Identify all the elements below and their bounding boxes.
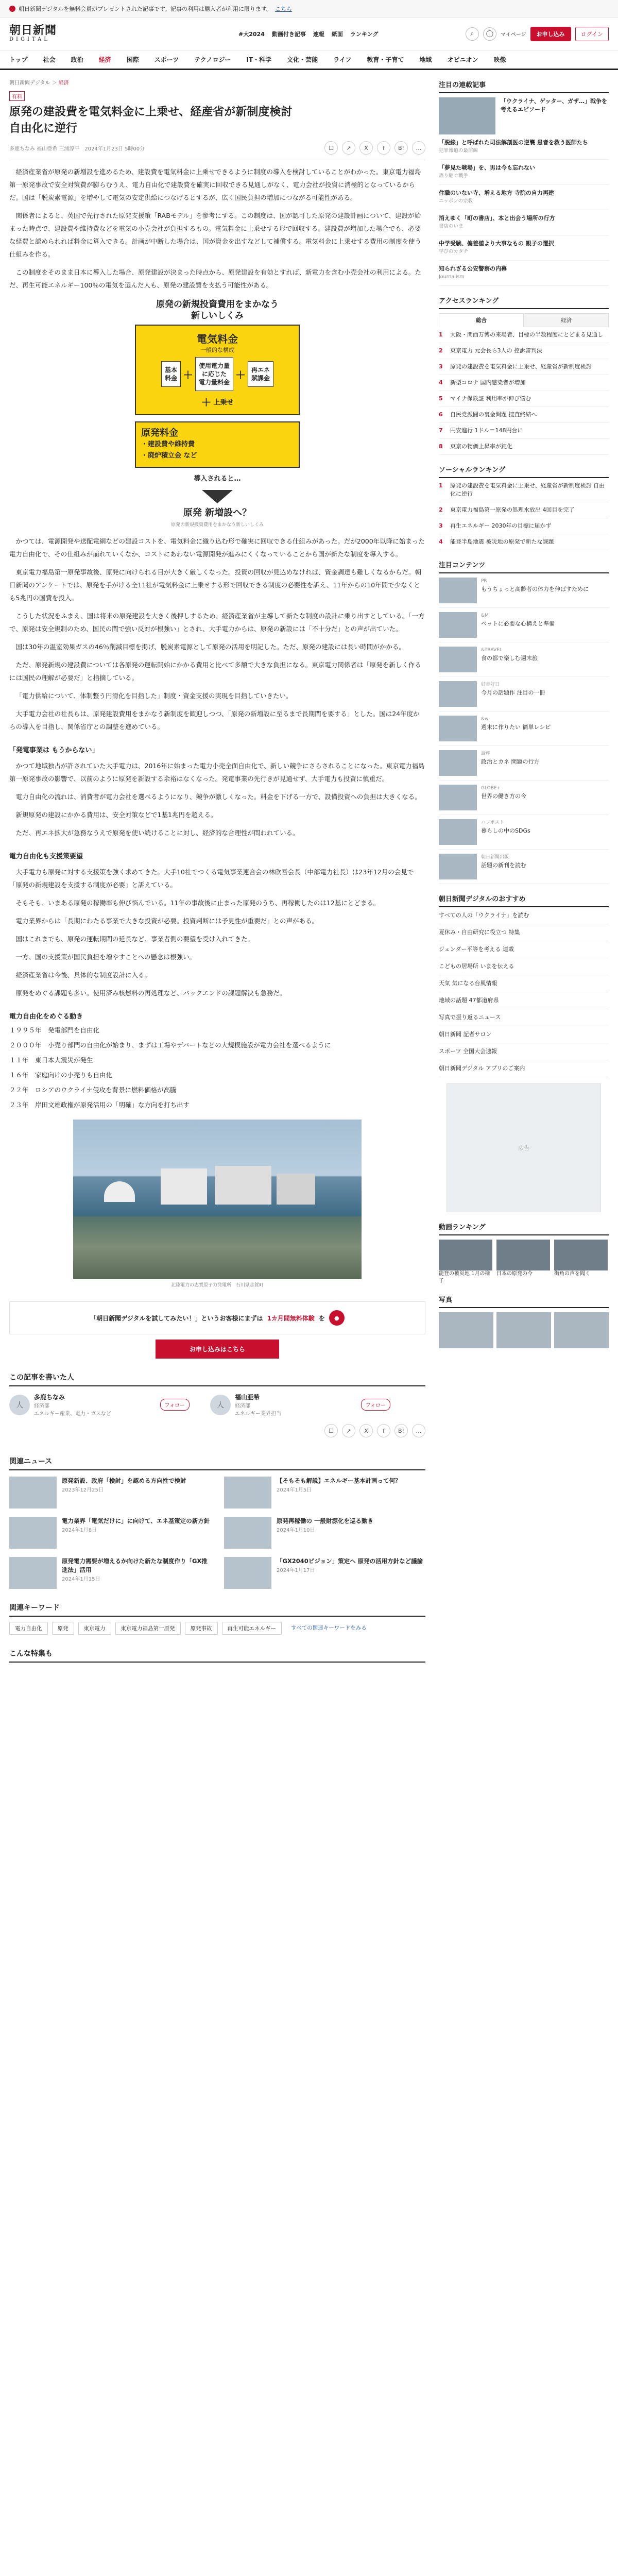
facebook-share-icon[interactable]: f — [377, 1424, 390, 1437]
avatar: 人 — [9, 1395, 30, 1415]
article-meta — [9, 141, 425, 160]
mypage-link[interactable]: マイページ — [500, 32, 526, 38]
rank-title: 大阪・関西万博の来場者、目標の半数程度にとどまる見通し — [450, 331, 603, 338]
rank-number: 8 — [439, 443, 443, 450]
plus-icon: ＋ — [235, 368, 246, 381]
related-thumbnail — [224, 1477, 271, 1509]
content-item[interactable] — [439, 573, 609, 608]
recommend-item[interactable]: 天気 気になる台風情報 — [439, 975, 609, 992]
avatar: 人 — [210, 1395, 231, 1415]
photo-list — [439, 1312, 609, 1348]
login-button[interactable]: ログイン — [575, 27, 609, 41]
related-date: 2024年1月17日 — [277, 1568, 315, 1573]
timeline-item: １１年 東日本大震災が発生 — [9, 1056, 93, 1064]
section-heading: 「発電事業は もうからない」 — [9, 747, 99, 754]
paragraph: こうした状況をふまえ、国は将来の原発建設を大きく後押しするため、経済産業省が主導して新たな制度の設計に乗り出すとしている。「一方で、原発は安全規制のため、国民の間で強い反対が根強い」とされ、大手電力からは、原発の新設には「不十分だ」との声が出ていた。 — [9, 612, 425, 633]
content-item[interactable] — [439, 711, 609, 746]
share-icon[interactable]: ↗ — [342, 141, 355, 155]
related-date: 2024年1月8日 — [62, 1528, 97, 1533]
related-title: 「GX2040ビジョン」策定へ 原発の活用方針など議論 — [277, 1557, 423, 1565]
content-kicker: 論座 — [481, 751, 491, 756]
related-thumbnail — [9, 1517, 57, 1549]
cat-1[interactable]: 社会 — [43, 56, 56, 63]
featured-top-title: 「ウクライナ、ゲッター、ガザ…」戦争を考えるエピソード — [501, 98, 608, 113]
x-share-icon[interactable]: X — [359, 1424, 373, 1437]
cat-11[interactable]: 地域 — [419, 56, 432, 63]
rank-title: 新型コロナ 国内感染者が増加 — [450, 379, 526, 386]
social-ranking-item[interactable] — [439, 478, 609, 502]
related-title: 原発新設、政府「検討」を認める方向性で検討 — [62, 1477, 186, 1484]
featured-thumbnail — [439, 97, 495, 134]
nuclear-fee-item: ・建設費や維持費 — [141, 440, 195, 448]
paragraph: 大手電力会社の社長らは、原発建設費用をまかなう新制度を歓迎しつつ、「原発の新増設に至るまで長期間を要する」とした。国は24年度からの導入を目指し、関係省庁との調整を進めている。 — [9, 710, 420, 731]
more-icon[interactable]: … — [412, 141, 425, 155]
promo-highlight: 1カ月間無料体験 — [267, 1314, 315, 1322]
follow-button[interactable]: フォロー — [160, 1399, 190, 1411]
down-arrow-icon — [202, 490, 233, 503]
video-item[interactable] — [496, 1240, 550, 1285]
infographic-result: 原発 新増設へ？ — [183, 507, 252, 518]
related-item[interactable] — [9, 1557, 211, 1589]
hatena-share-icon[interactable]: B! — [394, 141, 408, 155]
infographic-caption: 原発の新規投資費用をまかなう新しいしくみ — [170, 522, 264, 528]
ranking-item[interactable] — [439, 407, 609, 423]
related-date: 2024年1月5日 — [277, 1487, 312, 1493]
logo-text: 朝日新聞 — [9, 23, 57, 37]
video-ranking-heading: 動画ランキング — [439, 1222, 609, 1235]
facebook-share-icon[interactable]: f — [377, 141, 390, 155]
content-thumbnail — [439, 647, 477, 672]
recommend-item[interactable]: 朝日新聞 記者サロン — [439, 1026, 609, 1043]
featured-title: 中学受験、偏差値より大事なもの 親子の選択 — [439, 240, 554, 247]
breadcrumb-separator: ＞ — [52, 80, 57, 86]
featured-item[interactable] — [439, 160, 609, 185]
paragraph: ただ、原発新規の建設費については各原発の運転開始にかかる費用と比べて多額で大きな負担になる。東京電力関係者は「原発を新しく作るには国民の理解が必要だ」と指摘している。 — [9, 661, 421, 682]
paragraph: 原発をめぐる課題も多い。使用済み核燃料の再処理など、バックエンドの課題解決も急務だ。 — [15, 989, 286, 997]
content-kicker: 朝日新聞出版 — [481, 855, 509, 860]
content-title: 政治とカネ 問題の行方 — [481, 758, 540, 765]
keyword-list — [9, 1622, 425, 1635]
content-item[interactable] — [439, 850, 609, 884]
access-ranking-heading: アクセスランキング — [439, 295, 609, 309]
tab-economy[interactable]: 経済 — [524, 313, 609, 327]
content-kicker: PR — [481, 579, 487, 584]
article-body — [9, 165, 425, 1288]
content-title: 今月の話題作 注目の一冊 — [481, 689, 545, 696]
section-heading: 電力自由化をめぐる動き — [9, 1013, 83, 1021]
cat-10[interactable]: 教育・子育て — [367, 56, 404, 63]
tab-overall[interactable]: 総合 — [439, 313, 524, 327]
content-kicker: &TRAVEL — [481, 648, 502, 653]
bookmark-icon[interactable]: ☐ — [324, 1424, 338, 1437]
x-share-icon[interactable]: X — [359, 141, 373, 155]
authors-heading: この記事を書いた人 — [9, 1372, 425, 1386]
infographic-after: 導入されると… — [194, 475, 241, 483]
electricity-fee-label: 電気料金 — [197, 333, 238, 345]
content-thumbnail — [439, 785, 477, 810]
rank-number: 4 — [439, 538, 443, 545]
related-thumbnail — [224, 1517, 271, 1549]
related-date: 2024年1月10日 — [277, 1528, 315, 1533]
rank-title: 東京電力福島第一原発の処理水放出 4回目を完了 — [450, 506, 575, 513]
content-item[interactable] — [439, 746, 609, 781]
subscribe-button[interactable]: お申し込み — [530, 27, 571, 41]
rank-title: 東京電力 元会長ら3人の 控訴審判決 — [450, 347, 542, 354]
featured-series: ニッポンの宗教 — [439, 198, 473, 204]
video-title: 能登の被災地 1月の様子 — [439, 1271, 490, 1284]
header-actions — [466, 27, 609, 41]
mypage-icon[interactable]: ◯ — [483, 27, 496, 41]
paragraph: 電力業界からは「長期にわたる事業で大きな投資が必要。投資判断には予見性が重要だ」との声がある。 — [15, 917, 319, 925]
topnav-item-1[interactable]: 動画付き記事 — [271, 30, 306, 38]
site-logo[interactable] — [9, 24, 81, 44]
paragraph: 一方、国の支援策が国民負担を増やすことへの懸念は根強い。 — [15, 953, 196, 961]
recommend-item[interactable]: スポーツ 全国大会速報 — [439, 1043, 609, 1060]
ranking-item[interactable] — [439, 359, 609, 375]
author-name: 多鹿ちなみ — [34, 1394, 65, 1401]
author-card[interactable] — [210, 1393, 390, 1417]
rank-number: 2 — [439, 347, 443, 354]
notice-bar — [0, 0, 618, 18]
trial-apply-button[interactable]: お申し込みはこちら — [156, 1340, 279, 1359]
author-card[interactable] — [9, 1393, 190, 1417]
ranking-item[interactable] — [439, 423, 609, 439]
recommend-item[interactable]: 夏休み・自由研究に役立つ 特集 — [439, 924, 609, 941]
recommend-item[interactable]: ジェンダー平等を考える 連載 — [439, 941, 609, 958]
content-thumbnail — [439, 578, 477, 603]
featured-series: Journalism — [439, 274, 465, 280]
rank-title: マイナ保険証 利用率が伸び悩む — [450, 395, 531, 402]
related-title: 【そもそも解説】エネルギー基本計画って何？ — [277, 1477, 401, 1484]
paragraph: 東京電力福島第一原発事故後、原発に向けられる目が大きく厳しくなった。投資の回収が見込めなければ、資金調達も難しくなるからだ。朝日新聞のアンケートでは、原発を手がける全11社が電気料金に上乗せする形で回収できる制度の必要性を訴え、11年からの10年間で少なくとも5兆円の国費を投入。 — [9, 568, 422, 602]
featured-item[interactable] — [439, 261, 609, 286]
related-thumbnail — [9, 1477, 57, 1509]
keyword-chip[interactable]: 東京電力福島第一原発 — [115, 1622, 181, 1635]
cat-9[interactable]: ライフ — [333, 56, 352, 63]
video-item[interactable] — [554, 1240, 608, 1285]
plus-icon: ＋ — [201, 396, 212, 409]
video-title: 街角の声を聞く — [554, 1271, 590, 1277]
electricity-fee-sub: 一般的な構成 — [200, 347, 234, 353]
electricity-fee-box — [135, 325, 300, 415]
content-kicker: &M — [481, 613, 489, 618]
mascot-icon: ● — [329, 1310, 345, 1326]
paragraph: かつて地域独占が許されていた大手電力は、2016年に始まった電力小売全面自由化で、新しい競争にさらされることになった。東京電力福島第一原発事故の影響で、以前のように原発を新設する余裕はなくなった。発電事業の先行きが見通せず、大手電力も投資に慎重だ。 — [9, 762, 425, 783]
rank-number: 3 — [439, 522, 443, 529]
site-header — [0, 18, 618, 50]
content-thumbnail — [439, 854, 477, 879]
logo-subtext: DIGITAL — [9, 36, 50, 42]
author-affiliation: 経済部 — [235, 1403, 250, 1409]
featured-top-item[interactable] — [439, 97, 609, 134]
content-thumbnail — [439, 612, 477, 638]
cat-13[interactable]: 映像 — [493, 56, 506, 63]
usage-fee-cell: 使用電力量 に応じた 電力量料金 — [195, 357, 233, 391]
video-thumbnail — [496, 1240, 550, 1270]
content-title: 暮らしの中のSDGs — [481, 827, 530, 834]
recommend-item[interactable]: 地域の話題 47都道府県 — [439, 992, 609, 1009]
video-title: 日本の原発の今 — [496, 1271, 533, 1277]
photo-caption: 北陸電力の志賀原子力発電所 石川県志賀町 — [170, 1283, 264, 1288]
topnav-item-4[interactable]: ランキング — [350, 30, 379, 38]
rank-title: 原発の建設費を電気料金に上乗せ、経産省が新制度検討 — [450, 363, 592, 370]
ranking-item[interactable] — [439, 343, 609, 359]
photo-heading: 写真 — [439, 1294, 609, 1308]
content-kicker: GLOBE+ — [481, 786, 501, 791]
featured-title: 知られざる公安警察の内幕 — [439, 265, 507, 272]
content-item[interactable] — [439, 815, 609, 850]
rank-title: 自民党派閥の裏金問題 捜査終結へ — [450, 411, 537, 418]
bookmark-icon[interactable]: ☐ — [324, 141, 338, 155]
social-ranking-item[interactable] — [439, 534, 609, 550]
timeline-item: ２０００年 小売り部門の自由化が始まり、まずは工場やデパートなどの大規模施設が電力会社を選べるように — [9, 1041, 331, 1049]
category-navigation — [0, 50, 618, 70]
rank-title: 再生エネルギー 2030年の目標に届かず — [450, 522, 552, 529]
related-item[interactable] — [9, 1517, 211, 1549]
content-kicker: ハフポスト — [481, 820, 505, 825]
promo-post: を — [318, 1314, 325, 1322]
topnav-item-0[interactable]: #大2024 — [238, 30, 265, 38]
social-ranking-item[interactable] — [439, 518, 609, 534]
timeline-item: １６年 家庭向けの小売りも自由化 — [9, 1071, 113, 1079]
more-features-heading: こんな特集も — [9, 1648, 425, 1663]
featured-item[interactable] — [439, 235, 609, 261]
author-desc: エネルギー業界担当 — [235, 1411, 281, 1417]
related-title: 電力業界「電気だけに」に向けて、エネ基策定の新方針 — [62, 1517, 210, 1524]
timeline-item: ２３年 岸田文雄政権が原発活用の「明確」な方向を打ち出す — [9, 1101, 190, 1109]
promo-pre: 「朝日新聞デジタルを試してみたい！」というお客様にまずは — [90, 1314, 263, 1322]
keyword-chip[interactable]: 原発 — [52, 1622, 74, 1635]
contents-heading: 注目コンテンツ — [439, 560, 609, 573]
content-title: 食の都で楽しむ週末旅 — [481, 655, 538, 662]
keywords-more-link[interactable]: すべての関連キーワードをみる — [291, 1625, 367, 1631]
photo-thumbnail[interactable] — [496, 1312, 551, 1348]
social-ranking-heading: ソーシャルランキング — [439, 464, 609, 478]
content-kicker: &w — [481, 717, 489, 722]
byline: 多鹿ちなみ 福山亜希 三浦淳平 2024年1月23日 5時00分 — [9, 146, 145, 152]
featured-title: 「脱線」と呼ばれた司法解剖医の逆襲 患者を救う医師たち — [439, 139, 588, 146]
cat-2[interactable]: 政治 — [71, 56, 83, 63]
article-title: 原発の建設費を電気料金に上乗せ、経産省が新制度検討 自由化に逆行 — [9, 106, 293, 135]
paragraph: 新規原発の建設にかかる費用は、安全対策などで1基1兆円を超える。 — [15, 811, 217, 819]
paragraph: 「電力供給について、体制整う円滑化を目指した」制度・資金支援の実現を目指していきたい。 — [15, 692, 293, 700]
hatena-share-icon[interactable]: B! — [394, 1424, 408, 1437]
related-date: 2023年12月25日 — [62, 1487, 104, 1493]
content-title: ペットに必要な心構えと準備 — [481, 620, 555, 627]
content-item[interactable] — [439, 642, 609, 677]
paragraph: この制度をそのまま日本に導入した場合、原発建設が決まった時点から、原発建設を有効とすれば、新電力を含む小売会社の利用による。ただ、再生可能エネルギー100％の電気を選んだ人も、原発の建設費を支払う可能性がある。 — [9, 268, 422, 289]
nuclear-fee-item: ・廃炉積立金 など — [141, 452, 197, 460]
content-thumbnail — [439, 681, 477, 707]
search-icon[interactable]: ⌕ — [466, 27, 479, 41]
rank-number: 6 — [439, 411, 443, 418]
rank-title: 東京の物価上昇率が鈍化 — [450, 443, 512, 450]
info-icon — [9, 6, 15, 12]
rank-title: 原発の建設費を電気料金に上乗せ、経産省が新制度検討 自由化に逆行 — [450, 482, 605, 497]
cat-0[interactable]: トップ — [9, 56, 28, 63]
rank-number: 1 — [439, 331, 443, 338]
content-title: 世界の働き方の今 — [481, 793, 526, 800]
related-date: 2024年1月15日 — [62, 1577, 100, 1582]
topnav-item-3[interactable]: 紙面 — [331, 30, 343, 38]
rank-title: 円安進行 1ドル＝148円台に — [450, 427, 523, 434]
timeline-item: １９９５年 発電部門を自由化 — [9, 1026, 100, 1034]
paragraph: ただ、再エネ拡大が急務なうえで原発を使い続けることに対し、経済的な合理性が問われている。 — [15, 829, 299, 837]
related-item[interactable] — [9, 1477, 211, 1509]
topnav-item-2[interactable]: 速報 — [313, 30, 324, 38]
featured-item[interactable] — [439, 185, 609, 210]
paragraph: 国は30年の温室効果ガスの46％削減目標を掲げ、脱炭素電源として原発の活用を明記した。ただ、原発の建設には長い時間がかかる。 — [15, 643, 405, 651]
rank-number: 7 — [439, 427, 443, 434]
cat-4[interactable]: 国際 — [126, 56, 139, 63]
breadcrumb-parent[interactable]: 朝日新聞デジタル — [9, 80, 50, 86]
article-main — [9, 70, 425, 1663]
featured-series: 書店のいま — [439, 224, 464, 229]
related-title: 原発電力需要が増えるか向けた新たな制度作り「GX推進法」活用 — [62, 1557, 208, 1573]
rank-number: 4 — [439, 379, 443, 386]
rank-title: 能登半島地震 被災地の原発で新たな課題 — [450, 538, 554, 545]
content-kicker: 好書好日 — [481, 682, 500, 687]
nuclear-plant-photo[interactable] — [73, 1120, 362, 1279]
ranking-item[interactable] — [439, 327, 609, 343]
section-heading: 電力自由化も支援策要望 — [9, 853, 83, 860]
infographic-title: 原発の新規投資費用をまかなう 新しいしくみ — [156, 299, 279, 321]
keywords-heading: 関連キーワード — [9, 1602, 425, 1617]
featured-title: 消えゆく「町の書店」、本と出会う場所の行方 — [439, 215, 555, 222]
paragraph: 経済産業省は今後、具体的な制度設計に入る。 — [15, 971, 151, 979]
infographic — [135, 299, 300, 528]
sidebar — [439, 70, 609, 1663]
content-thumbnail — [439, 750, 477, 776]
share-icon[interactable]: ↗ — [342, 1424, 355, 1437]
cat-8[interactable]: 文化・芸能 — [287, 56, 318, 63]
surcharge-label: 上乗せ — [213, 399, 234, 406]
more-icon[interactable]: … — [412, 1424, 425, 1437]
paragraph: 電力自由化の流れは、消費者が電力会社を選べるようになり、競争が激しくなった。料金を下げる一方で、設備投資への負担は大きくなる。 — [15, 793, 421, 801]
related-thumbnail — [9, 1557, 57, 1589]
cat-12[interactable]: オピニオン — [447, 56, 478, 63]
video-thumbnail — [439, 1240, 492, 1270]
content-title: もうちょっと高齢者の体力を伸ばすために — [481, 586, 589, 592]
follow-button[interactable]: フォロー — [361, 1399, 391, 1411]
featured-item[interactable] — [439, 134, 609, 160]
featured-series: 犯罪報道の最前線 — [439, 148, 478, 154]
plus-icon: ＋ — [182, 368, 193, 381]
author-affiliation: 経済部 — [34, 1403, 49, 1409]
notice-link[interactable]: こちら — [275, 5, 293, 12]
related-heading: 関連ニュース — [9, 1456, 425, 1470]
related-item[interactable] — [224, 1557, 425, 1589]
social-ranking-item[interactable] — [439, 502, 609, 518]
ranking-tabs — [439, 313, 609, 327]
rank-number: 3 — [439, 363, 443, 370]
recommend-item[interactable]: 朝日新聞デジタル アプリのご案内 — [439, 1060, 609, 1077]
featured-series: 学びのカタチ — [439, 249, 469, 255]
paid-badge: 有料 — [9, 91, 25, 101]
breadcrumb-current[interactable]: 経済 — [58, 80, 69, 86]
recommend-item[interactable]: こどもの居場所 いまを伝える — [439, 958, 609, 975]
featured-title: 住職のいない寺、増える地方 寺院の自力再建 — [439, 190, 554, 196]
keyword-chip[interactable]: 東京電力 — [78, 1622, 111, 1635]
related-item[interactable] — [224, 1517, 425, 1549]
photo-thumbnail[interactable] — [554, 1312, 609, 1348]
related-title: 原発再稼働の 一般財源化を巡る動き — [277, 1517, 374, 1524]
paragraph: 大手電力も原発に対する支援策を強く求めてきた。大手10社でつくる電気事業連合会の林欣吾会長（中部電力社長）は23年12月の会見で「原発の新規建設を支援する制度が必要」と訴えている。 — [9, 868, 414, 889]
breadcrumb — [9, 78, 425, 86]
notice-text: 朝日新聞デジタルを無料会員がプレゼントされた記事です。記事の利用は購入者が利用に限ります。 — [19, 5, 272, 12]
cat-5[interactable]: スポーツ — [154, 56, 179, 63]
featured-title: 「夢見た戦場」を、男は今も忘れない — [439, 164, 535, 171]
cat-3[interactable]: 経済 — [98, 56, 111, 63]
paragraph: かつては、電源開発や送配電網などの建設コストを、電気料金に織り込む形で確実に回収できる仕組みがあった。だが2000年以降に始まった電力自由化で、その仕組みが崩れていくなか、コストにあわない電源開発が進みにくくなっていることから国が新たな制度を導入する。 — [9, 537, 425, 558]
recommend-item[interactable]: すべての人の「ウクライナ」を読む — [439, 907, 609, 924]
trial-promo — [9, 1301, 425, 1334]
related-item[interactable] — [224, 1477, 425, 1509]
renewable-levy-cell: 再エネ 賦課金 — [248, 361, 273, 387]
nuclear-fee-box — [135, 421, 300, 468]
content-item[interactable] — [439, 608, 609, 642]
rank-number: 5 — [439, 395, 443, 402]
authors-list — [9, 1393, 425, 1417]
ranking-item[interactable] — [439, 439, 609, 455]
related-thumbnail — [224, 1557, 271, 1589]
content-item[interactable] — [439, 781, 609, 815]
related-list — [9, 1477, 425, 1589]
nuclear-fee-label: 原発料金 — [141, 428, 178, 438]
video-list — [439, 1240, 609, 1285]
paragraph: 国はこれまでも、原発の運転期間の延長など、事業者側の要望を受け入れてきた。 — [15, 935, 254, 943]
content-title: 話題の新刊を読む — [481, 862, 526, 869]
ranking-item[interactable] — [439, 391, 609, 407]
paragraph: 関係者によると、英国で先行された原発支援策「RABモデル」を参考にする。この制度は、国が認可した原発の建設計画について、建設が始まった時点で、建設費や維持費などを電気の小売会社が負担するもの。電気料金に上乗せする形で回収する。建設費が増加した場合でも、必要な経費と認められれば料金に算入できる。計画が中断した場合は、国が資金を出すなどして補償する。電気料金に上乗せする費用の制度を使う仕組みを作る。 — [9, 212, 422, 258]
featured-heading: 注目の連載記事 — [439, 79, 609, 93]
author-name: 福山亜希 — [235, 1394, 260, 1401]
content-title: 週末に作りたい 簡単レシピ — [481, 724, 551, 731]
ad-slot[interactable]: 広告 — [447, 1083, 601, 1212]
recommend-item[interactable]: 写真で振り返るニュース — [439, 1009, 609, 1026]
rank-number: 1 — [439, 482, 443, 489]
top-navigation — [238, 30, 379, 38]
recommend-heading: 朝日新聞デジタルのおすすめ — [439, 893, 609, 907]
keyword-chip[interactable]: 電力自由化 — [9, 1622, 48, 1635]
keyword-chip[interactable]: 原発事故 — [185, 1622, 218, 1635]
content-thumbnail — [439, 716, 477, 741]
content-thumbnail — [439, 819, 477, 845]
content-item[interactable] — [439, 677, 609, 711]
author-desc: エネルギー産業、電力・ガスなど — [34, 1411, 111, 1417]
cat-6[interactable]: テクノロジー — [194, 56, 231, 63]
ranking-item[interactable] — [439, 375, 609, 391]
cat-7[interactable]: IT・科学 — [246, 56, 272, 63]
base-fee-cell: 基本 料金 — [161, 361, 181, 387]
share-bar-bottom — [9, 1424, 425, 1443]
video-item[interactable] — [439, 1240, 492, 1285]
featured-series: 語り継ぐ戦争 — [439, 173, 469, 179]
photo-thumbnail[interactable] — [439, 1312, 493, 1348]
timeline-item: ２２年 ロシアのウクライナ侵攻を背景に燃料価格が高騰 — [9, 1086, 177, 1094]
keyword-chip[interactable]: 再生可能エネルギー — [222, 1622, 282, 1635]
paragraph: 経済産業省が原発の新増設を進めるため、建設費を電気料金に上乗せできるように制度の導入を検討していることがわかった。東京電力福島第一原発事故で安全対策費が膨らむうえ、電力自由化で建設費を確実に回収できる見通しがなく、電力会社が投資に消極的となっているからだ。国は「脱炭素電源」を増やして電気の安定供給につなげるとするが、広く国民負担の増加につながる可能性がある。 — [9, 168, 421, 201]
paragraph: そもそも、いまある原発の稼働率も伸び悩んでいる。11年の事故後に止まった原発のうち、再稼働したのは12基にとどまる。 — [15, 899, 380, 907]
rank-number: 2 — [439, 506, 443, 513]
video-thumbnail — [554, 1240, 608, 1270]
featured-item[interactable] — [439, 210, 609, 235]
